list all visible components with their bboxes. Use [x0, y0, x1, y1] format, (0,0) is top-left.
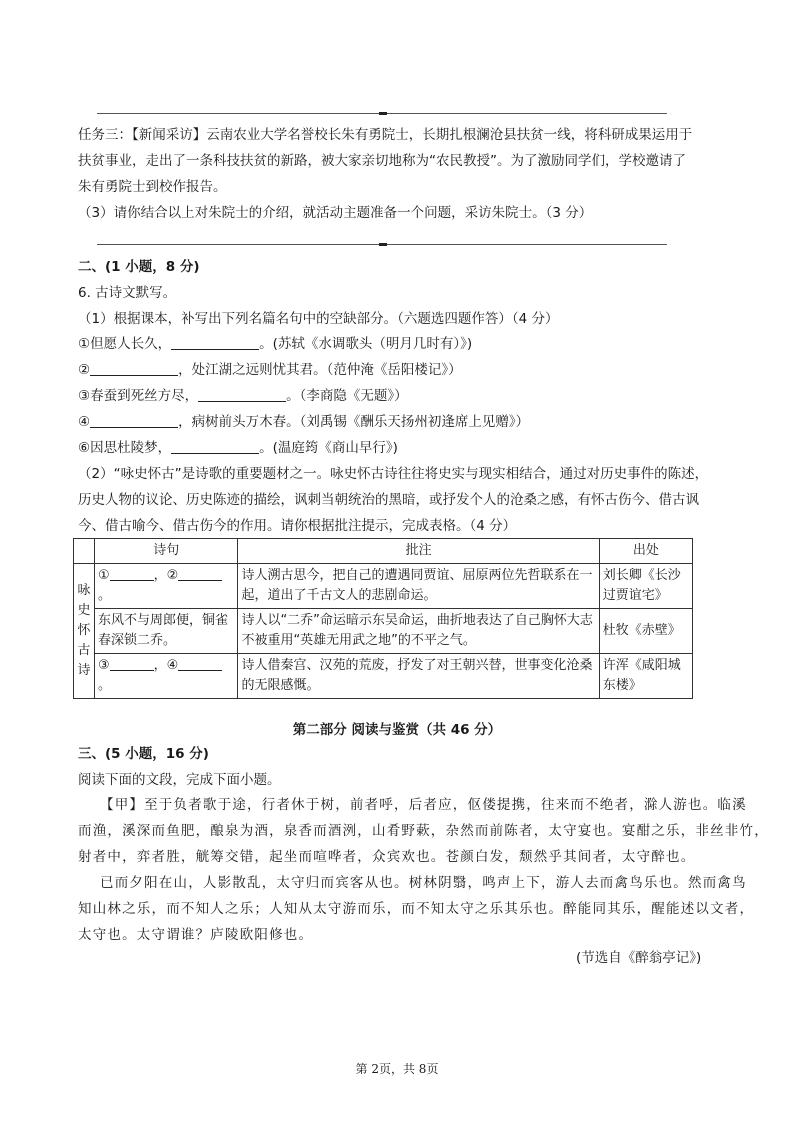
source-cell: 刘长卿《长沙过贾谊宅》: [599, 564, 692, 609]
verse-cell: ① ，②。: [94, 564, 237, 609]
note-cell: 诗人借秦宫、汉苑的荒废，抒发了对王朝兴替，世事变化沧桑的无限感慨。: [238, 654, 599, 699]
passage-para-1-line-2: 而渔，溪深而鱼肥，酿泉为酒，泉香而酒洌，山肴野蔌，杂然而前陈者，太守宴也。宴酣之乐，非丝非竹，: [78, 823, 769, 839]
question-6-2-line-2: 历史人物的议论、历史陈迹的描绘，讽刺当朝统治的黑暗，或抒发个人的沧桑之感，有怀古伤今、借古讽: [78, 492, 699, 508]
header-source: 出处: [599, 539, 692, 564]
side-label: 咏 史 怀 古 诗: [74, 564, 95, 699]
passage-para-1-line-3: 射者中，弈者胜，觥筹交错，起坐而喧哗者，众宾欢也。苍颜白发，颓然乎其间者，太守醉也。: [78, 849, 696, 865]
passage-para-2-line-1: 已而夕阳在山，人影散乱，太守归而宾客从也。树林阴翳，鸣声上下，游人去而禽鸟乐也。然而禽鸟: [100, 875, 747, 891]
answer-blank[interactable]: [171, 439, 259, 454]
answer-blank[interactable]: [178, 658, 222, 671]
task3-line-2: 扶贫事业，走出了一条科技扶贫的新路，被大家亲切地称为“农民教授”。为了激励同学们，学校邀请了: [78, 153, 686, 169]
verse-cell: 东风不与周郎便，铜雀春深锁二乔。: [94, 609, 237, 654]
question-6-1: （1）根据课本，补写出下列名篇名句中的空缺部分。（六题选四题作答）（4 分）: [78, 311, 559, 327]
answer-blank[interactable]: [110, 568, 154, 581]
header-verse: 诗句: [94, 539, 237, 564]
fill-item-4: ④ ，病树前头万木春。（刘禹锡《酬乐天扬州初逢席上见赠》）: [78, 414, 530, 430]
task3-line-3: 朱有勇院士到校作报告。: [78, 179, 227, 195]
answer-blank[interactable]: [178, 568, 222, 581]
task3-line-1: 任务三：【新闻采访】云南农业大学名誉校长朱有勇院士，长期扎根澜沧县扶贫一线，将科研成果运用于: [78, 127, 693, 143]
passage-para-1-line-1: 【甲】至于负者歌于途，行者休于树，前者呼，后者应，伛偻提携，往来而不绝者，滁人游也。临溪: [100, 797, 747, 813]
question-3: （3）请你结合以上对朱院士的介绍，就活动主题准备一个问题，采访朱院士。（3 分）: [78, 205, 593, 221]
passage-source: (节选自《醉翁亭记》): [576, 950, 702, 966]
note-cell: 诗人溯古思今，把自己的遭遇同贾谊、屈原两位先哲联系在一起，道出了千古文人的悲剧命运。: [238, 564, 599, 609]
passage-para-2-line-2: 知山林之乐，而不知人之乐；人知从太守游而乐，而不知太守之乐其乐也。醉能同其乐，醒能述以文者，: [78, 901, 755, 917]
answer-blank[interactable]: [90, 361, 178, 376]
poetry-table: [73, 538, 693, 699]
top-divider: [97, 113, 667, 114]
answer-blank[interactable]: [90, 413, 178, 428]
table-header-row: [74, 539, 693, 564]
source-cell: 杜牧《赤壁》: [599, 609, 692, 654]
fill-item-1: ①但愿人长久， 。(苏轼《水调歌头（明月几时有）》): [78, 336, 473, 352]
bottom-divider: [97, 244, 667, 245]
table-corner: [74, 539, 95, 564]
table-row: [74, 654, 693, 699]
section-3-heading: 三、(5 小题，16 分): [78, 746, 209, 762]
page-number: 第 2页，共 8页: [355, 1062, 439, 1076]
note-cell: 诗人以“二乔”命运暗示东吴命运，曲折地表达了自己胸怀大志不被重用“英雄无用武之地”的不平之气。: [238, 609, 599, 654]
source-cell: 许浑《咸阳城东楼》: [599, 654, 692, 699]
answer-blank[interactable]: [171, 335, 259, 350]
divider-mark: [379, 243, 387, 246]
question-6: 6. 古诗文默写。: [78, 285, 177, 301]
answer-blank[interactable]: [198, 387, 286, 402]
fill-item-6: ⑥因思杜陵梦， 。(温庭筠《商山早行》): [78, 440, 398, 456]
passage-para-2-line-3: 太守也。太守谓谁？庐陵欧阳修也。: [78, 927, 314, 943]
answer-blank[interactable]: [110, 658, 154, 671]
question-6-2-line-3: 今、借古喻今、借古伤今的作用。请你根据批注提示，完成表格。（4 分）: [78, 518, 517, 534]
header-note: 批注: [238, 539, 599, 564]
fill-item-3: ③春蚕到死丝方尽， 。（李商隐《无题》）: [78, 388, 408, 404]
table-row: [74, 564, 693, 609]
part-2-title: 第二部分 阅读与鉴赏（共 46 分）: [292, 722, 502, 738]
table-row: [74, 609, 693, 654]
fill-item-2: ② ，处江湖之远则忧其君。（范仲淹《岳阳楼记》）: [78, 362, 462, 378]
verse-cell: ③ ，④。: [94, 654, 237, 699]
section-2-heading: 二、(1 小题，8 分): [78, 259, 200, 275]
divider-mark: [379, 112, 387, 115]
reading-instruction: 阅读下面的文段，完成下面小题。: [78, 772, 281, 788]
question-6-2-line-1: （2）“咏史怀古”是诗歌的重要题材之一。咏史怀古诗往往将史实与现实相结合，通过对历史事件的陈述，: [78, 466, 709, 482]
